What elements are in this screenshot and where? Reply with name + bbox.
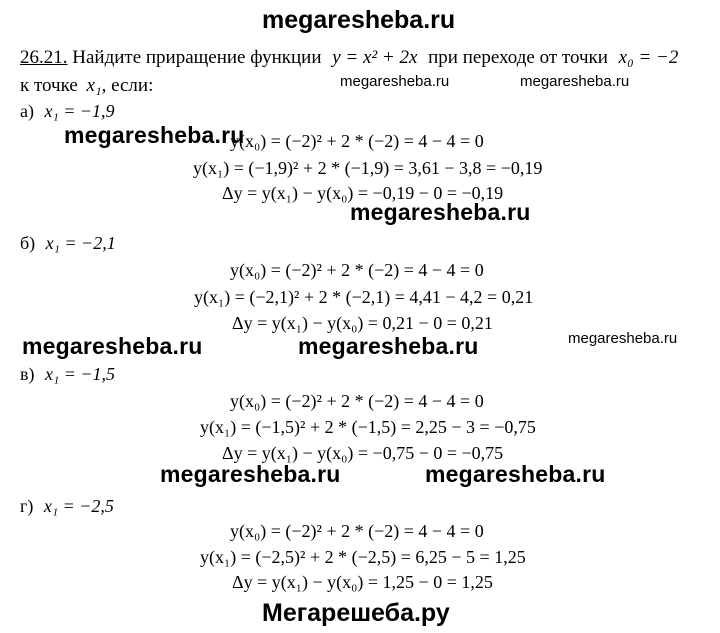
part-d-line3: Δy = y(x₁) − y(x₀) = 1,25 − 0 = 1,25 — [232, 572, 493, 592]
part-c-line1: y(x₀) = (−2)² + 2 * (−2) = 4 − 4 = 0 — [230, 391, 484, 411]
watermark-c-left: megaresheba.ru — [160, 461, 341, 487]
part-b-line2: y(x₁) = (−2,1)² + 2 * (−2,1) = 4,41 − 4,2 = 0,21 — [194, 287, 534, 307]
part-d-line2: y(x₁) = (−2,5)² + 2 * (−2,5) = 6,25 − 5 = 1,25 — [200, 547, 526, 567]
part-d-x1: x₁ = −2,5 — [43, 496, 114, 516]
watermark-small-2: megaresheba.ru — [520, 73, 630, 90]
problem-statement — [20, 47, 678, 69]
part-c-label: в) — [20, 364, 35, 384]
part-b-x1: x₁ = −2,1 — [45, 233, 116, 253]
part-d-header — [20, 496, 114, 517]
part-c-line2: y(x₁) = (−1,5)² + 2 * (−1,5) = 2,25 − 3 = −0,75 — [200, 417, 536, 437]
part-c-x1: x₁ = −1,5 — [45, 364, 116, 384]
problem-text-4: , если: — [101, 75, 154, 96]
watermark-c-right: megaresheba.ru — [425, 461, 606, 487]
problem-function: y = x² + 2x — [332, 47, 418, 68]
part-a-line3: Δy = y(x₁) − y(x₀) = −0,19 − 0 = −0,19 — [222, 183, 504, 203]
watermark-top: megaresheba.ru — [262, 6, 456, 34]
watermark-bottom: Мегарешеба.ру — [262, 599, 450, 627]
watermark-a-mid: megaresheba.ru — [350, 199, 531, 225]
part-a-line2: y(x₁) = (−1,9)² + 2 * (−1,9) = 3,61 − 3,8 = −0,19 — [193, 158, 543, 178]
part-a-header — [20, 101, 115, 122]
part-b-label: б) — [20, 233, 36, 253]
part-a-x1: x₁ = −1,9 — [44, 101, 115, 121]
problem-text-3: к точке — [20, 75, 78, 96]
problem-text-1: Найдите приращение функции — [72, 47, 322, 68]
part-b-line3: Δy = y(x₁) − y(x₀) = 0,21 − 0 = 0,21 — [232, 313, 493, 333]
watermark-a-left: megaresheba.ru — [64, 122, 245, 148]
part-d-label: г) — [20, 496, 34, 516]
watermark-b-right: megaresheba.ru — [568, 330, 678, 347]
watermark-b-mid: megaresheba.ru — [298, 333, 479, 359]
part-b-line1: y(x₀) = (−2)² + 2 * (−2) = 4 − 4 = 0 — [230, 260, 484, 280]
part-b-header — [20, 233, 116, 254]
problem-number: 26.21. — [20, 47, 68, 68]
part-a-line1: y(x₀) = (−2)² + 2 * (−2) = 4 − 4 = 0 — [230, 131, 484, 151]
problem-text-2: при переходе от точки — [428, 47, 608, 68]
watermark-small-1: megaresheba.ru — [340, 73, 450, 90]
part-c-line3: Δy = y(x₁) − y(x₀) = −0,75 − 0 = −0,75 — [222, 443, 504, 463]
part-a-label: а) — [20, 101, 34, 121]
part-c-header — [20, 364, 115, 385]
problem-x0: x₀ = −2 — [618, 47, 679, 68]
watermark-b-left: megaresheba.ru — [22, 333, 203, 359]
part-d-line1: y(x₀) = (−2)² + 2 * (−2) = 4 − 4 = 0 — [230, 521, 484, 541]
problem-x1: x₁ — [86, 75, 102, 96]
problem-statement-line2 — [20, 75, 153, 97]
